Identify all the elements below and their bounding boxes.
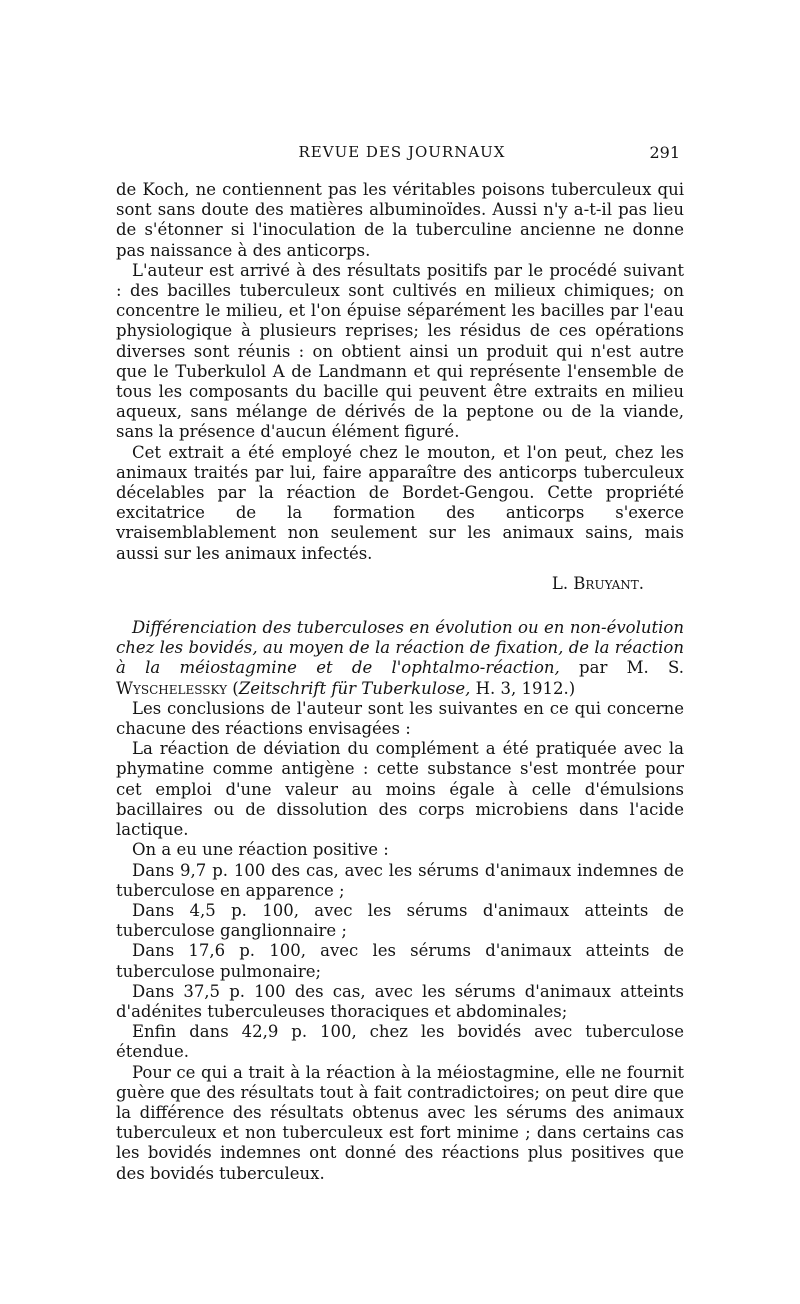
review-author: Wyschelessky — [116, 678, 228, 698]
paragraph: Dans 37,5 p. 100 des cas, avec les sérums d'animaux atteints d'adénites tuberculeuses thoraciques et abdominales; — [116, 981, 684, 1021]
page-body — [116, 180, 684, 1184]
review-title — [116, 618, 684, 699]
page-header — [116, 143, 688, 167]
paragraph: On a eu une réaction positive : — [132, 840, 389, 860]
review-source-details: H. 3, 1912.) — [470, 678, 576, 698]
paragraph: Dans 17,6 p. 100, avec les sérums d'animaux atteints de tuberculose pulmonaire; — [116, 941, 684, 981]
paragraph: La réaction de déviation du complément a été pratiquée avec la phymatine comme antigène : cette substance s'est montrée pour cet emploi d'une valeur au moins égale à celle d'émulsions bacillaires ou de dissolution des corps microbiens dans l'acide lactique. — [116, 739, 684, 840]
review-title-text: Différenciation des tuberculoses en évolution ou en non-évolution chez les bovidés, au moyen de la réaction de fixation, de la réaction à la méiostagmine et de l'ophtalmo-réaction, — [116, 618, 684, 678]
signature: L. Bruyant. — [551, 573, 644, 593]
paragraph: Dans 9,7 p. 100 des cas, avec les sérums d'animaux indemnes de tuberculose en apparence ; — [116, 860, 684, 900]
review-source-open: ( — [227, 678, 239, 698]
running-title: REVUE DES JOURNAUX — [298, 143, 506, 161]
review-by: par M. S. — [559, 658, 684, 678]
paragraph: Pour ce qui a trait à la réaction à la méiostagmine, elle ne fournit guère que des résultats tout à fait contradictoires; on peut dire que la différence des résultats obtenus avec les sérums des animaux tuberculeux et non tuberculeux est fort minime ; dans certains cas les bovidés indemnes ont donné des réactions plus positives que des bovidés tuberculeux. — [116, 1062, 684, 1183]
page-number: 291 — [649, 143, 680, 162]
paragraph: de Koch, ne contiennent pas les véritables poisons tuberculeux qui sont sans doute des matières albuminoïdes. Aussi n'y a-t-il pas lieu de s'étonner si l'inoculation de la tuberculine ancienne ne donne pas naissance à des anticorps. — [116, 180, 684, 260]
paragraph: L'auteur est arrivé à des résultats positifs par le procédé suivant : des bacilles tuberculeux sont cultivés en milieux chimiques; on concentre le milieu, et l'on épuise séparément les bacilles par l'eau physiologique à plusieurs reprises; les résidus de ces opérations diverses sont réunis : on obtient ainsi un produit qui n'est autre que le Tuberkulol A de Landmann et qui représente l'ensemble de tous les composants du bacille qui peuvent être extraits en milieu aqueux, sans mélange de dérivés de la peptone ou de la viande, sans la présence d'aucun élément figuré. — [116, 260, 684, 442]
review-source-journal: Zeitschrift für Tuberkulose, — [238, 678, 471, 698]
paragraph: Cet extrait a été employé chez le mouton, et l'on peut, chez les animaux traités par lui, faire apparaître des anticorps tuberculeux décelables par la réaction de Bordet-Gengou. Cette propriété excitatrice de la formation des anticorps s'exerce vraisemblablement non seulement sur les animaux sains, mais aussi sur les animaux infectés. — [116, 442, 684, 563]
paragraph: Les conclusions de l'auteur sont les suivantes en ce qui concerne chacune des réactions envisagées : — [116, 698, 684, 739]
paragraph: Dans 4,5 p. 100, avec les sérums d'animaux atteints de tuberculose ganglionnaire ; — [116, 900, 684, 941]
paragraph: Enfin dans 42,9 p. 100, chez les bovidés avec tuberculose étendue. — [116, 1022, 684, 1062]
